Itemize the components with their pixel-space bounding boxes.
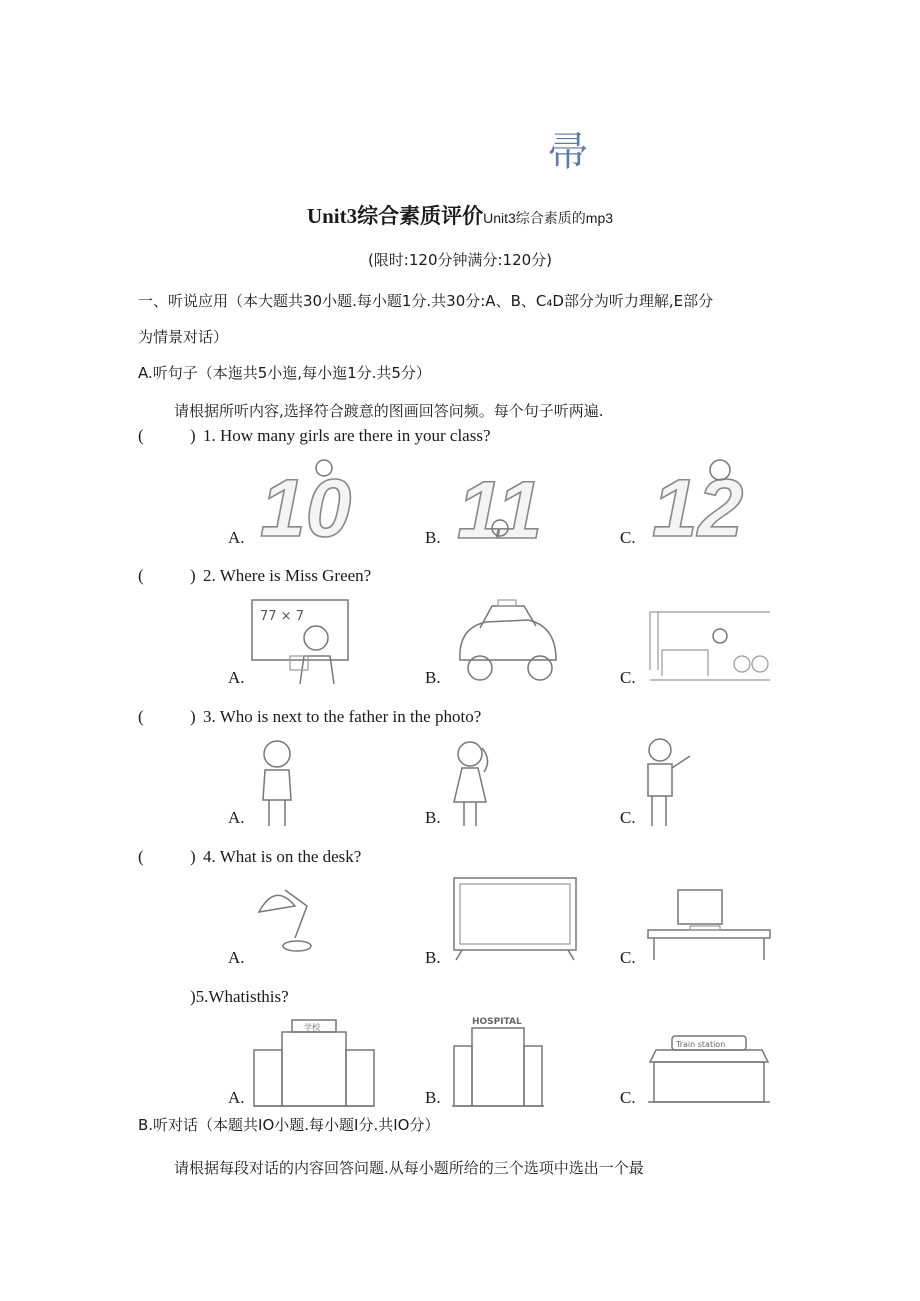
option-c-label[interactable]: C. bbox=[620, 948, 636, 967]
answer-paren-close: ) bbox=[190, 426, 196, 445]
question-1-text: 1. How many girls are there in your class? bbox=[203, 426, 491, 445]
train-station-sign: Train station bbox=[676, 1040, 726, 1049]
option-a-label[interactable]: A. bbox=[228, 808, 245, 827]
car-image bbox=[452, 598, 562, 686]
girl-image bbox=[450, 738, 494, 828]
partA-title: A.听句子（本迤共5小迤,每小迤1分.共5分） bbox=[138, 364, 431, 382]
option-c-label[interactable]: C. bbox=[620, 528, 636, 547]
time-limit: (限时:120分钟满分:120分) bbox=[367, 251, 553, 269]
answer-paren-close: ) bbox=[190, 847, 196, 866]
question-5-text: )5.Whatisthis? bbox=[190, 987, 289, 1006]
park-image bbox=[648, 610, 772, 686]
question-2-text: 2. Where is Miss Green? bbox=[203, 566, 372, 585]
option-c-label[interactable]: C. bbox=[620, 668, 636, 687]
partA-instruction: 请根据所听内容,选择符合踱意的图画回答问频。每个句子听两遍. bbox=[174, 402, 604, 420]
boy-image bbox=[255, 738, 299, 828]
option-b-label[interactable]: B. bbox=[425, 668, 441, 687]
answer-paren[interactable]: ( bbox=[138, 707, 144, 726]
answer-paren[interactable]: ( bbox=[138, 847, 144, 866]
number-10-image bbox=[258, 458, 358, 554]
section1-heading-line2: 为情景对话） bbox=[138, 328, 229, 346]
option-a-label[interactable]: A. bbox=[228, 668, 245, 687]
option-b-label[interactable]: B. bbox=[425, 1088, 441, 1107]
partB-instruction: 请根据每段对话的内容回答问题.从每小题所给的三个选项中选出一个最 bbox=[174, 1159, 644, 1177]
title-sub: Unit3综合素质的mp3 bbox=[483, 210, 614, 226]
option-a-label[interactable]: A. bbox=[228, 528, 245, 547]
train-station-image bbox=[646, 1034, 772, 1106]
school-image bbox=[252, 1016, 376, 1108]
blackboard-text: 77 × 7 bbox=[260, 609, 304, 624]
number-11-image bbox=[455, 462, 545, 556]
hospital-sign: HOSPITAL bbox=[472, 1017, 522, 1027]
option-a-label[interactable]: A. bbox=[228, 1088, 245, 1107]
question-4-text: 4. What is on the desk? bbox=[203, 847, 362, 866]
classroom-teacher-image bbox=[250, 598, 350, 686]
option-b-label[interactable]: B. bbox=[425, 528, 441, 547]
tv-image bbox=[452, 876, 578, 962]
answer-paren-close: ) bbox=[190, 707, 196, 726]
number-11-text: 11 bbox=[457, 465, 543, 556]
grandpa-image bbox=[640, 736, 696, 828]
option-b-label[interactable]: B. bbox=[425, 808, 441, 827]
school-sign: 学校 bbox=[304, 1023, 320, 1032]
answer-paren-close: ) bbox=[190, 566, 196, 585]
option-b-label[interactable]: B. bbox=[425, 948, 441, 967]
number-10-text: 10 bbox=[260, 463, 352, 554]
option-c-label[interactable]: C. bbox=[620, 808, 636, 827]
page-title bbox=[0, 200, 920, 230]
logo-icon: 帚 bbox=[548, 129, 588, 175]
answer-paren[interactable]: ( bbox=[138, 566, 144, 585]
number-12-text: 12 bbox=[652, 463, 744, 554]
option-a-label[interactable]: A. bbox=[228, 948, 245, 967]
question-3-text: 3. Who is next to the father in the photo? bbox=[203, 707, 482, 726]
lamp-image bbox=[255, 876, 335, 956]
title-main: Unit3综合素质评价 bbox=[306, 204, 484, 228]
partB-title: B.听对话（本题共IO小题.每小题I分.共IO分） bbox=[138, 1116, 440, 1134]
hospital-image bbox=[450, 1012, 546, 1108]
answer-paren[interactable]: ( bbox=[138, 426, 144, 445]
computer-desk-image bbox=[646, 886, 772, 962]
option-c-label[interactable]: C. bbox=[620, 1088, 636, 1107]
number-12-image bbox=[650, 458, 750, 554]
section1-heading-line1: 一、听说应用（本大题共30小题.每小题1分.共30分:A、B、C₄D部分为听力理解,E部分 bbox=[138, 292, 714, 310]
